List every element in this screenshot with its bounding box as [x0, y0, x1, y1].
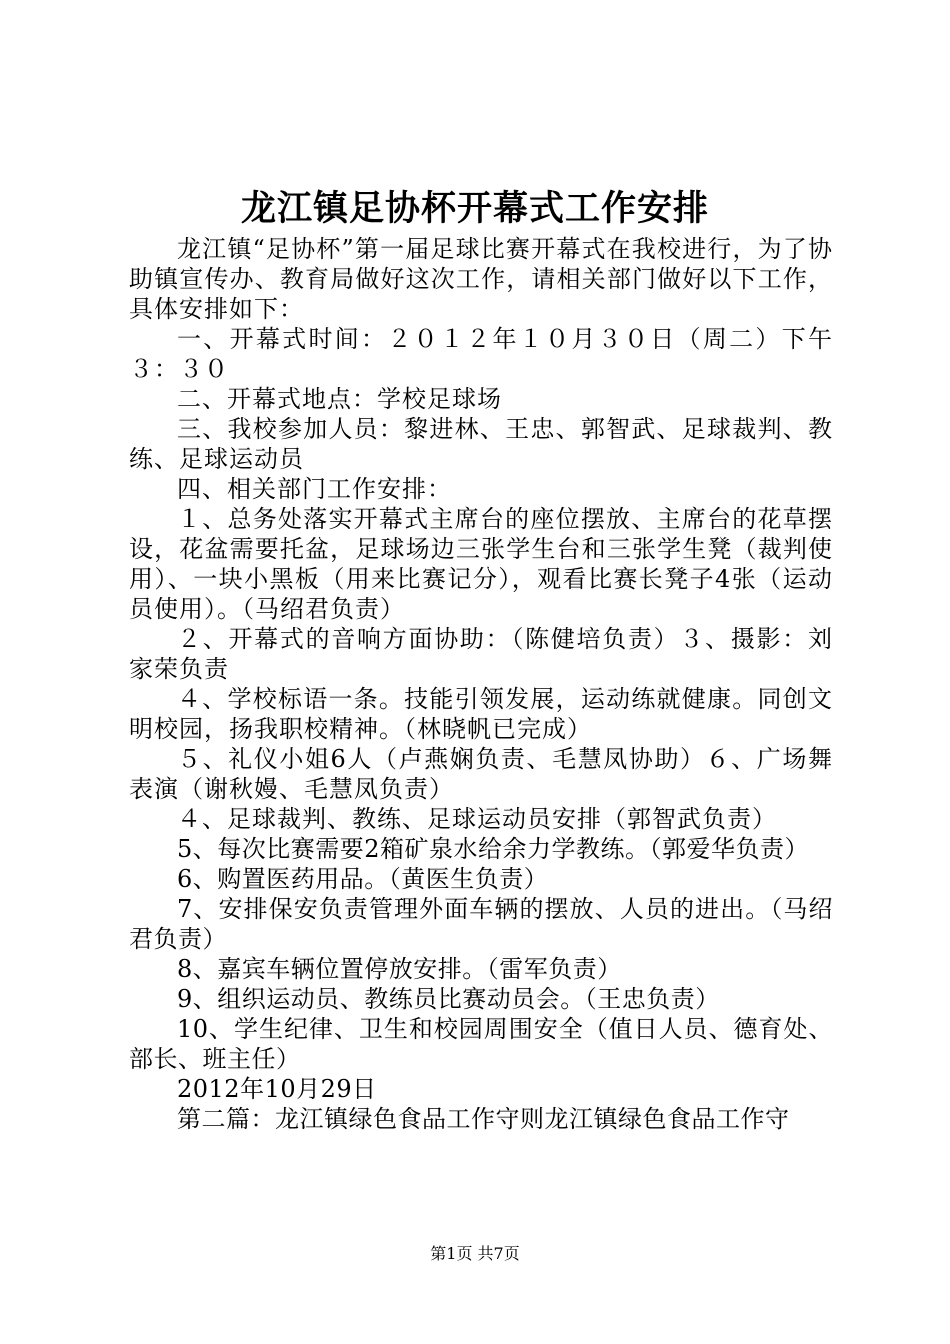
- arrangement-item-8: 8、嘉宾车辆位置停放安排。（雷军负责）: [177, 955, 622, 983]
- second-article-heading: 第二篇：龙江镇绿色食品工作守则龙江镇绿色食品工作守: [177, 1105, 790, 1133]
- arrangement-item-6: 6、购置医药用品。（黄医生负责）: [177, 865, 549, 893]
- opening-time-paragraph: 一、开幕式时间：２０１２年１０月３０日（周二）下午３：３０: [129, 325, 833, 383]
- arrangement-item-2: ２、开幕式的音响方面协助：（陈健培负责）３、摄影：刘家荣负责: [129, 625, 833, 683]
- document-date: 2012年10月29日: [177, 1075, 377, 1103]
- document-body: [129, 234, 833, 1134]
- document-title: 龙江镇足协杯开幕式工作安排: [240, 188, 709, 229]
- arrangement-item-4-slogan: ４、学校标语一条。技能引领发展，运动练就健康。同创文明校园，扬我职校精神。（林晓帆已完成）: [129, 685, 833, 743]
- arrangement-item-4-referees: ４、足球裁判、教练、足球运动员安排（郭智武负责）: [177, 805, 777, 833]
- arrangement-item-9: 9、组织运动员、教练员比赛动员会。（王忠负责）: [177, 985, 720, 1013]
- arrangement-item-10: 10、学生纪律、卫生和校园周围安全（值日人员、德育处、部长、班主任）: [129, 1015, 833, 1073]
- department-arrangements-heading: 四、相关部门工作安排：: [177, 475, 452, 503]
- opening-location-paragraph: 二、开幕式地点：学校足球场: [177, 385, 502, 413]
- page-footer: 第1页 共7页: [430, 1244, 520, 1263]
- arrangement-item-5-etiquette: ５、礼仪小姐6人（卢燕娴负责、毛慧凤协助）６、广场舞表演（谢秋嫚、毛慧凤负责）: [129, 745, 833, 803]
- arrangement-item-7: 7、安排保安负责管理外面车辆的摆放、人员的进出。（马绍君负责）: [129, 895, 833, 953]
- arrangement-item-5-water: 5、每次比赛需要2箱矿泉水给余力学教练。（郭爱华负责）: [177, 835, 810, 863]
- intro-paragraph: 龙江镇“足协杯”第一届足球比赛开幕式在我校进行，为了协助镇宣传办、教育局做好这次工作，请相关部门做好以下工作，具体安排如下：: [129, 235, 833, 323]
- arrangement-item-1: １、总务处落实开幕式主席台的座位摆放、主席台的花草摆设，花盆需要托盆，足球场边三张学生台和三张学生凳（裁判使用）、一块小黑板（用来比赛记分），观看比赛长凳子4张（运动员使用）。（马绍君负责）: [129, 505, 833, 623]
- participants-paragraph: 三、我校参加人员：黎进林、王忠、郭智武、足球裁判、教练、足球运动员: [129, 415, 833, 473]
